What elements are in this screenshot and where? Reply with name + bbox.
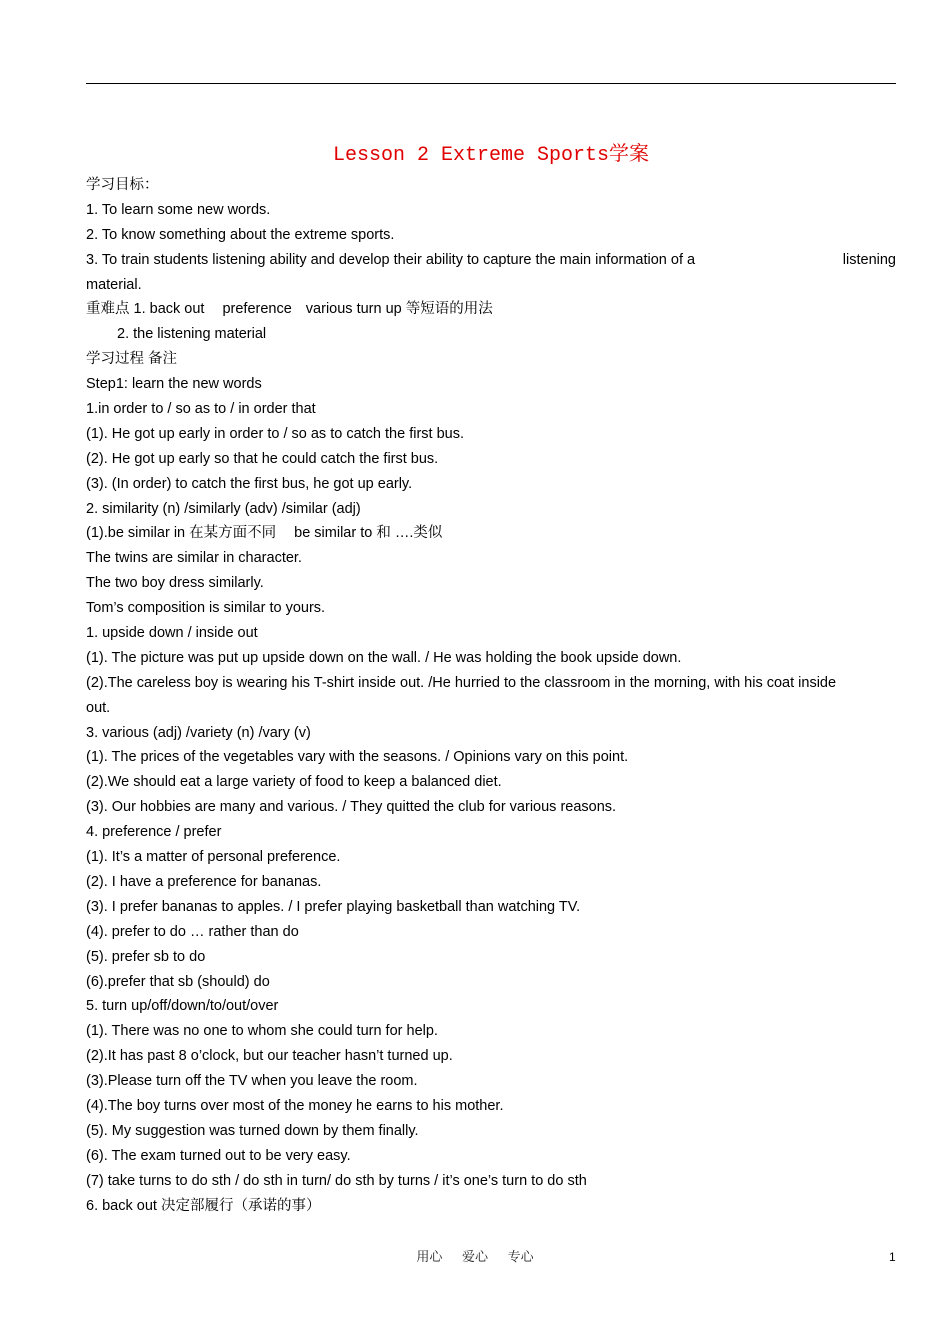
vocab-item: 3. various (adj) /variety (n) /vary (v) <box>86 724 311 741</box>
section-heading-objectives: 学习目标： <box>86 177 159 193</box>
vocab-item: 6. back out 决定部履行（承诺的事） <box>86 1197 321 1214</box>
key-points-2: 2. the listening material <box>117 326 267 343</box>
example-sentence: The two boy dress similarly. <box>86 575 264 592</box>
objective-2: 2. To know something about the extreme sports. <box>86 226 395 243</box>
example-sentence: (1). He got up early in order to / so as to catch the first bus. <box>86 425 464 442</box>
example-sentence: (1). The picture was put up upside down on the wall. / He was holding the book upside down. <box>86 649 682 666</box>
header-rule <box>86 83 896 84</box>
example-sentence: (4). prefer to do … rather than do <box>86 923 299 940</box>
similar-in-phrase: (1).be similar in 在某方面不同 <box>86 525 277 542</box>
example-sentence-text: (2).The careless boy is wearing his T-shirt inside out. /He hurried to the classroom in the morning, with his coat inside <box>86 674 837 691</box>
example-sentence: (2).We should eat a large variety of food to keep a balanced diet. <box>86 774 502 791</box>
key-points-part-2: preference <box>222 301 292 318</box>
key-points-part-3: various turn up 等短语的用法 <box>305 301 493 318</box>
vocab-item: 2. similarity (n) /similarly (adv) /similar (adj) <box>86 500 361 517</box>
objective-3-text: 3. To train students listening ability and develop their ability to capture the main information of a <box>86 251 696 268</box>
page-number: 1 <box>889 1250 896 1264</box>
objective-3-tail: listening <box>842 251 896 268</box>
example-sentence: (2). I have a preference for bananas. <box>86 873 322 890</box>
example-sentence <box>86 521 896 546</box>
example-sentence: (1). The prices of the vegetables vary with the seasons. / Opinions vary on this point. <box>86 749 629 766</box>
example-sentence: (6). The exam turned out to be very easy. <box>86 1147 351 1164</box>
example-sentence: (4).The boy turns over most of the money he earns to his mother. <box>86 1097 504 1114</box>
footer-motto <box>0 1248 950 1266</box>
example-sentence: (2).It has past 8 o’clock, but our teacher hasn’t turned up. <box>86 1048 453 1065</box>
key-points <box>86 297 896 322</box>
example-sentence: (2). He got up early so that he could catch the first bus. <box>86 450 439 467</box>
example-sentence: (1). There was no one to whom she could turn for help. <box>86 1023 438 1040</box>
example-sentence: (7) take turns to do sth / do sth in turn/ do sth by turns / it’s one’s turn to do sth <box>86 1172 587 1189</box>
vocab-item: 5. turn up/off/down/to/out/over <box>86 998 279 1015</box>
example-sentence <box>86 671 896 696</box>
example-sentence: (1). It’s a matter of personal preference. <box>86 849 341 866</box>
example-sentence-continued: out. <box>86 699 111 716</box>
similar-to-phrase: be similar to 和 ….类似 <box>294 525 443 542</box>
example-sentence: (6).prefer that sb (should) do <box>86 973 270 990</box>
vocab-item: 4. preference / prefer <box>86 824 222 841</box>
objective-3 <box>86 248 896 273</box>
example-sentence: (5). prefer sb to do <box>86 948 206 965</box>
objective-1: 1. To learn some new words. <box>86 201 271 218</box>
footer-motto-item: 专心 <box>507 1249 534 1264</box>
footer-motto-item: 爱心 <box>461 1249 488 1264</box>
vocab-item: 1.in order to / so as to / in order that <box>86 401 316 418</box>
example-sentence: (3).Please turn off the TV when you leave the room. <box>86 1073 418 1090</box>
document-body <box>86 173 896 1218</box>
example-sentence: (3). I prefer bananas to apples. / I prefer playing basketball than watching TV. <box>86 898 581 915</box>
step-1-heading: Step1: learn the new words <box>86 376 262 393</box>
vocab-item: 1. upside down / inside out <box>86 625 258 642</box>
footer-motto-item: 用心 <box>416 1249 443 1264</box>
example-sentence: Tom’s composition is similar to yours. <box>86 600 326 617</box>
example-sentence: (3). Our hobbies are many and various. / They quitted the club for various reasons. <box>86 799 617 816</box>
section-heading-process: 学习过程 备注 <box>86 351 178 368</box>
document-title: Lesson 2 Extreme Sports学案 <box>332 144 650 167</box>
example-sentence: (3). (In order) to catch the first bus, he got up early. <box>86 475 413 492</box>
key-points-part-1: 重难点 1. back out <box>86 301 205 318</box>
example-sentence: The twins are similar in character. <box>86 550 302 567</box>
example-sentence: (5). My suggestion was turned down by them finally. <box>86 1122 419 1139</box>
objective-3-continued: material. <box>86 276 142 293</box>
